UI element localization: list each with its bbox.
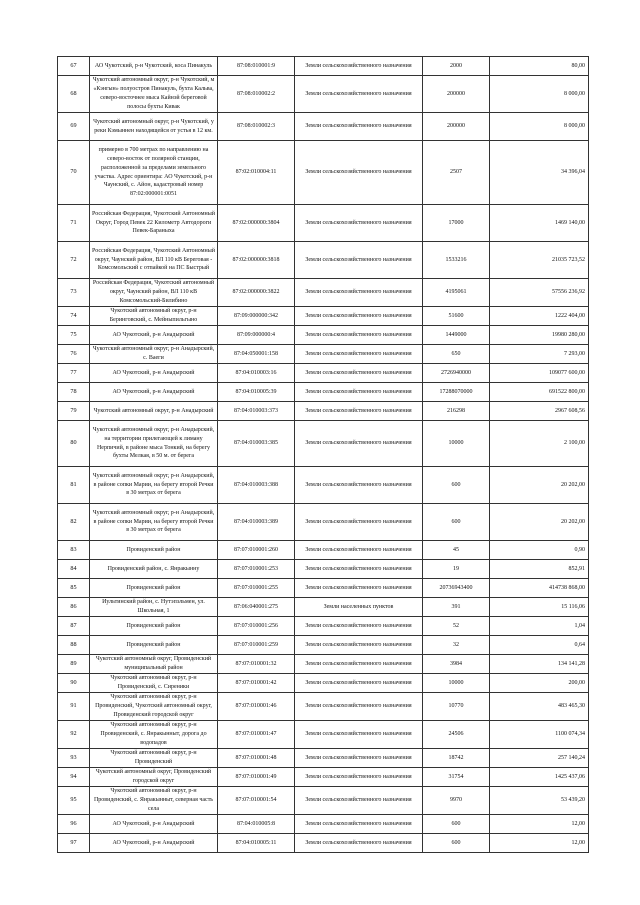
area-cell: 600 — [423, 504, 490, 541]
table-row — [58, 579, 589, 598]
area-cell: 24506 — [423, 721, 490, 749]
cadastral-value-cell: 19980 280,00 — [490, 326, 589, 345]
land-category-cell: Земли сельскохозяйственного назначения — [295, 541, 423, 560]
land-category-cell: Земли сельскохозяйственного назначения — [295, 402, 423, 421]
cadastral-number-cell: 87:09:000000:4 — [218, 326, 295, 345]
land-category-cell: Земли сельскохозяйственного назначения — [295, 504, 423, 541]
area-cell: 200000 — [423, 76, 490, 113]
location-cell: Чукотский автономный округ, р-н Провиденский — [90, 749, 218, 768]
table-row — [58, 307, 589, 326]
location-cell: АО Чукотский, р-н Анадырский — [90, 383, 218, 402]
land-category-cell: Земли сельскохозяйственного назначения — [295, 749, 423, 768]
table-row — [58, 141, 589, 205]
table-row — [58, 421, 589, 467]
table-row — [58, 655, 589, 674]
area-cell: 32 — [423, 636, 490, 655]
area-cell: 19 — [423, 560, 490, 579]
table-row — [58, 345, 589, 364]
area-cell: 9970 — [423, 787, 490, 815]
table-row — [58, 279, 589, 307]
cadastral-number-cell: 87:02:000000:3822 — [218, 279, 295, 307]
location-cell: Чукотский автономный округ, р-н Беринговский, с. Мейныпильгыно — [90, 307, 218, 326]
location-cell: Чукотский автономный округ, р-н Анадырский, в районе сопки Марии, на берегу второй Речки в 30 метрах от берега — [90, 467, 218, 504]
cadastral-number-cell: 87:04:050001:158 — [218, 345, 295, 364]
land-category-cell: Земли сельскохозяйственного назначения — [295, 242, 423, 279]
location-cell: Чукотский автономный округ, Провиденский муниципальный район — [90, 655, 218, 674]
row-number-cell: 92 — [58, 721, 90, 749]
area-cell: 10770 — [423, 693, 490, 721]
row-number-cell: 70 — [58, 141, 90, 205]
location-cell: Провиденский район, с. Янракынну — [90, 560, 218, 579]
table-row — [58, 504, 589, 541]
location-cell: Чукотский автономный округ, р-н Чукотский, у реки Кэмыннен находящейся от устья в 12 км. — [90, 113, 218, 141]
row-number-cell: 84 — [58, 560, 90, 579]
table-row — [58, 598, 589, 617]
cadastral-number-cell: 87:07:010001:260 — [218, 541, 295, 560]
location-cell: АО Чукотский, р-н Чукотский, коса Пинакуль — [90, 57, 218, 76]
land-category-cell: Земли сельскохозяйственного назначения — [295, 364, 423, 383]
land-category-cell: Земли сельскохозяйственного назначения — [295, 787, 423, 815]
cadastral-number-cell: 87:04:010003:389 — [218, 504, 295, 541]
land-category-cell: Земли сельскохозяйственного назначения — [295, 113, 423, 141]
area-cell: 600 — [423, 815, 490, 834]
location-cell: Провиденский район — [90, 541, 218, 560]
land-category-cell: Земли сельскохозяйственного назначения — [295, 57, 423, 76]
cadastral-number-cell: 87:06:040001:275 — [218, 598, 295, 617]
land-category-cell: Земли сельскохозяйственного назначения — [295, 467, 423, 504]
land-category-cell: Земли сельскохозяйственного назначения — [295, 693, 423, 721]
row-number-cell: 78 — [58, 383, 90, 402]
cadastral-value-cell: 1425 437,06 — [490, 768, 589, 787]
area-cell: 216298 — [423, 402, 490, 421]
table-row — [58, 113, 589, 141]
land-category-cell: Земли сельскохозяйственного назначения — [295, 560, 423, 579]
area-cell: 3984 — [423, 655, 490, 674]
row-number-cell: 76 — [58, 345, 90, 364]
cadastral-value-cell: 134 141,28 — [490, 655, 589, 674]
area-cell: 2507 — [423, 141, 490, 205]
table-row — [58, 834, 589, 853]
location-cell: АО Чукотский, р-н Анадырский — [90, 364, 218, 383]
location-cell: Провиденский район — [90, 579, 218, 598]
table-row — [58, 560, 589, 579]
land-category-cell: Земли сельскохозяйственного назначения — [295, 421, 423, 467]
land-category-cell: Земли сельскохозяйственного назначения — [295, 279, 423, 307]
land-category-cell: Земли сельскохозяйственного назначения — [295, 834, 423, 853]
row-number-cell: 90 — [58, 674, 90, 693]
land-category-cell: Земли сельскохозяйственного назначения — [295, 721, 423, 749]
location-cell: Чукотский автономный округ, р-н Провиденский, с. Янракынныт, северная часть села — [90, 787, 218, 815]
cadastral-number-cell: 87:07:010001:47 — [218, 721, 295, 749]
row-number-cell: 89 — [58, 655, 90, 674]
cadastral-value-cell: 15 116,06 — [490, 598, 589, 617]
land-category-cell: Земли сельскохозяйственного назначения — [295, 617, 423, 636]
row-number-cell: 81 — [58, 467, 90, 504]
cadastral-number-cell: 87:07:010001:259 — [218, 636, 295, 655]
cadastral-value-cell: 1,04 — [490, 617, 589, 636]
area-cell: 2000 — [423, 57, 490, 76]
table-row — [58, 76, 589, 113]
table-row — [58, 467, 589, 504]
area-cell: 200000 — [423, 113, 490, 141]
location-cell: АО Чукотский, р-н Анадырский — [90, 815, 218, 834]
area-cell: 600 — [423, 834, 490, 853]
row-number-cell: 83 — [58, 541, 90, 560]
table-body — [58, 57, 589, 853]
cadastral-value-cell: 12,00 — [490, 815, 589, 834]
table-row — [58, 693, 589, 721]
location-cell: Провиденский район — [90, 636, 218, 655]
row-number-cell: 72 — [58, 242, 90, 279]
land-category-cell: Земли сельскохозяйственного назначения — [295, 307, 423, 326]
cadastral-value-cell: 2 100,00 — [490, 421, 589, 467]
cadastral-value-cell: 1100 074,34 — [490, 721, 589, 749]
land-plots-table — [57, 56, 589, 853]
cadastral-number-cell: 87:07:010001:49 — [218, 768, 295, 787]
area-cell: 2726940000 — [423, 364, 490, 383]
cadastral-value-cell: 0,90 — [490, 541, 589, 560]
row-number-cell: 94 — [58, 768, 90, 787]
cadastral-value-cell: 57556 236,92 — [490, 279, 589, 307]
cadastral-value-cell: 34 396,04 — [490, 141, 589, 205]
cadastral-value-cell: 1469 140,00 — [490, 205, 589, 242]
cadastral-value-cell: 20 202,00 — [490, 467, 589, 504]
row-number-cell: 96 — [58, 815, 90, 834]
location-cell: Чукотский автономный округ, р-н Чукотский, м «Кэнгын» полуостров Пинакуль, бухта Кальва, северо-восточнее мыса Кайнэй береговой полосы бухты Кивак — [90, 76, 218, 113]
row-number-cell: 87 — [58, 617, 90, 636]
area-cell: 600 — [423, 467, 490, 504]
table-row — [58, 617, 589, 636]
area-cell: 1533216 — [423, 242, 490, 279]
cadastral-value-cell: 80,00 — [490, 57, 589, 76]
land-category-cell: Земли сельскохозяйственного назначения — [295, 326, 423, 345]
cadastral-number-cell: 87:08:010001:9 — [218, 57, 295, 76]
table-row — [58, 205, 589, 242]
cadastral-number-cell: 87:07:010001:32 — [218, 655, 295, 674]
row-number-cell: 68 — [58, 76, 90, 113]
cadastral-number-cell: 87:07:010001:42 — [218, 674, 295, 693]
row-number-cell: 82 — [58, 504, 90, 541]
location-cell: Российская Федерация, Чукотский Автономный Округ, Город Певек 22 Километр Автодороги Певек-Бараныха — [90, 205, 218, 242]
location-cell: Чукотский автономный округ, Провиденский городской округ — [90, 768, 218, 787]
location-cell: Чукотский автономный округ, р-н Провиденский, с. Янракынныт, дорога до водопадов — [90, 721, 218, 749]
table-row — [58, 57, 589, 76]
cadastral-value-cell: 483 465,30 — [490, 693, 589, 721]
area-cell: 10000 — [423, 674, 490, 693]
cadastral-number-cell: 87:08:010002:3 — [218, 113, 295, 141]
row-number-cell: 88 — [58, 636, 90, 655]
table-row — [58, 402, 589, 421]
cadastral-number-cell: 87:02:000000:3804 — [218, 205, 295, 242]
area-cell: 18742 — [423, 749, 490, 768]
land-category-cell: Земли сельскохозяйственного назначения — [295, 76, 423, 113]
cadastral-number-cell: 87:07:010001:54 — [218, 787, 295, 815]
cadastral-number-cell: 87:07:010001:48 — [218, 749, 295, 768]
cadastral-value-cell: 852,91 — [490, 560, 589, 579]
land-category-cell: Земли сельскохозяйственного назначения — [295, 815, 423, 834]
row-number-cell: 75 — [58, 326, 90, 345]
cadastral-number-cell: 87:04:010003:388 — [218, 467, 295, 504]
area-cell: 391 — [423, 598, 490, 617]
location-cell: Чукотский автономный округ, р-н Провиденский, с. Сиреники — [90, 674, 218, 693]
cadastral-number-cell: 87:04:010005:11 — [218, 834, 295, 853]
row-number-cell: 97 — [58, 834, 90, 853]
row-number-cell: 79 — [58, 402, 90, 421]
cadastral-number-cell: 87:07:010001:255 — [218, 579, 295, 598]
land-category-cell: Земли населенных пунктов — [295, 598, 423, 617]
area-cell: 650 — [423, 345, 490, 364]
cadastral-value-cell: 20 202,00 — [490, 504, 589, 541]
location-cell: АО Чукотский, р-н Анадырский — [90, 834, 218, 853]
cadastral-value-cell: 1222 404,00 — [490, 307, 589, 326]
area-cell: 17288070000 — [423, 383, 490, 402]
row-number-cell: 77 — [58, 364, 90, 383]
land-category-cell: Земли сельскохозяйственного назначения — [295, 579, 423, 598]
cadastral-number-cell: 87:07:010001:46 — [218, 693, 295, 721]
land-category-cell: Земли сельскохозяйственного назначения — [295, 345, 423, 364]
table-row — [58, 749, 589, 768]
row-number-cell: 91 — [58, 693, 90, 721]
cadastral-number-cell: 87:04:010003:373 — [218, 402, 295, 421]
area-cell: 20736943400 — [423, 579, 490, 598]
table-row — [58, 721, 589, 749]
land-category-cell: Земли сельскохозяйственного назначения — [295, 636, 423, 655]
table-row — [58, 383, 589, 402]
area-cell: 17000 — [423, 205, 490, 242]
cadastral-value-cell: 12,00 — [490, 834, 589, 853]
cadastral-number-cell: 87:04:010003:16 — [218, 364, 295, 383]
location-cell: АО Чукотский, р-н Анадырский — [90, 326, 218, 345]
row-number-cell: 67 — [58, 57, 90, 76]
table-row — [58, 242, 589, 279]
cadastral-value-cell: 109077 600,00 — [490, 364, 589, 383]
cadastral-number-cell: 87:07:010001:253 — [218, 560, 295, 579]
cadastral-value-cell: 691522 800,00 — [490, 383, 589, 402]
cadastral-value-cell: 2967 608,56 — [490, 402, 589, 421]
row-number-cell: 74 — [58, 307, 90, 326]
row-number-cell: 93 — [58, 749, 90, 768]
area-cell: 10000 — [423, 421, 490, 467]
table-row — [58, 636, 589, 655]
cadastral-number-cell: 87:04:010005:8 — [218, 815, 295, 834]
cadastral-value-cell: 8 000,00 — [490, 76, 589, 113]
location-cell: Российская Федерация, Чукотский автономный округ, Чаунский район, ВЛ 110 кВ Комсомольский-Билибино — [90, 279, 218, 307]
land-category-cell: Земли сельскохозяйственного назначения — [295, 655, 423, 674]
cadastral-number-cell: 87:08:010002:2 — [218, 76, 295, 113]
cadastral-number-cell: 87:07:010001:256 — [218, 617, 295, 636]
cadastral-number-cell: 87:09:000000:342 — [218, 307, 295, 326]
location-cell: Чукотский автономный округ, р-н Провиденский, Чукотский автономный округ, Провиденский городской округ — [90, 693, 218, 721]
cadastral-value-cell: 7 293,00 — [490, 345, 589, 364]
location-cell: Чукотский автономный округ, р-н Анадырский — [90, 402, 218, 421]
row-number-cell: 80 — [58, 421, 90, 467]
area-cell: 1449000 — [423, 326, 490, 345]
cadastral-value-cell: 8 000,00 — [490, 113, 589, 141]
cadastral-value-cell: 200,00 — [490, 674, 589, 693]
row-number-cell: 71 — [58, 205, 90, 242]
table-row — [58, 768, 589, 787]
table-row — [58, 674, 589, 693]
cadastral-number-cell: 87:04:010003:385 — [218, 421, 295, 467]
cadastral-number-cell: 87:04:010005:39 — [218, 383, 295, 402]
location-cell: Чукотский автономный округ, р-н Анадырский, с. Ваеги — [90, 345, 218, 364]
table-row — [58, 815, 589, 834]
area-cell: 45 — [423, 541, 490, 560]
location-cell: Провиденский район — [90, 617, 218, 636]
cadastral-number-cell: 87:02:010004:11 — [218, 141, 295, 205]
area-cell: 52 — [423, 617, 490, 636]
area-cell: 31754 — [423, 768, 490, 787]
cadastral-value-cell: 257 140,24 — [490, 749, 589, 768]
location-cell: Иультинский район, с. Нутэпэльмен, ул. Школьная, 1 — [90, 598, 218, 617]
land-category-cell: Земли сельскохозяйственного назначения — [295, 674, 423, 693]
area-cell: 51600 — [423, 307, 490, 326]
cadastral-number-cell: 87:02:000000:3818 — [218, 242, 295, 279]
table-row — [58, 364, 589, 383]
cadastral-value-cell: 0,64 — [490, 636, 589, 655]
row-number-cell: 95 — [58, 787, 90, 815]
table-row — [58, 787, 589, 815]
row-number-cell: 85 — [58, 579, 90, 598]
cadastral-value-cell: 21035 723,52 — [490, 242, 589, 279]
row-number-cell: 86 — [58, 598, 90, 617]
table-row — [58, 541, 589, 560]
area-cell: 4195061 — [423, 279, 490, 307]
row-number-cell: 73 — [58, 279, 90, 307]
land-category-cell: Земли сельскохозяйственного назначения — [295, 768, 423, 787]
land-category-cell: Земли сельскохозяйственного назначения — [295, 141, 423, 205]
location-cell: Чукотский автономный округ, р-н Анадырский, на территории прилегающей к лиману Нерпичий, в районе мыса Тонкий, на берегу бухты Мелкая, в 50 м. от берега — [90, 421, 218, 467]
location-cell: Чукотский автономный округ, р-н Анадырский, в районе сопки Марии, на берегу второй Речки в 30 метрах от берега — [90, 504, 218, 541]
cadastral-value-cell: 414738 868,00 — [490, 579, 589, 598]
location-cell: Российская Федерация, Чукотский Автономный округ, Чаунский район, ВЛ 110 кВ Береговая - Комсомольский с отпайкой на ПС Быстрый — [90, 242, 218, 279]
row-number-cell: 69 — [58, 113, 90, 141]
land-category-cell: Земли сельскохозяйственного назначения — [295, 383, 423, 402]
location-cell: примерно в 700 метрах по направлению на северо-восток от полярной станции, расположенной за пределами земельного участка. Адрес ориентира: АО Чукотский, р-н Чаунский, с. Айон, кадастровый номер 87:02:000001:0051 — [90, 141, 218, 205]
cadastral-value-cell: 53 439,20 — [490, 787, 589, 815]
table-row — [58, 326, 589, 345]
land-category-cell: Земли сельскохозяйственного назначения — [295, 205, 423, 242]
